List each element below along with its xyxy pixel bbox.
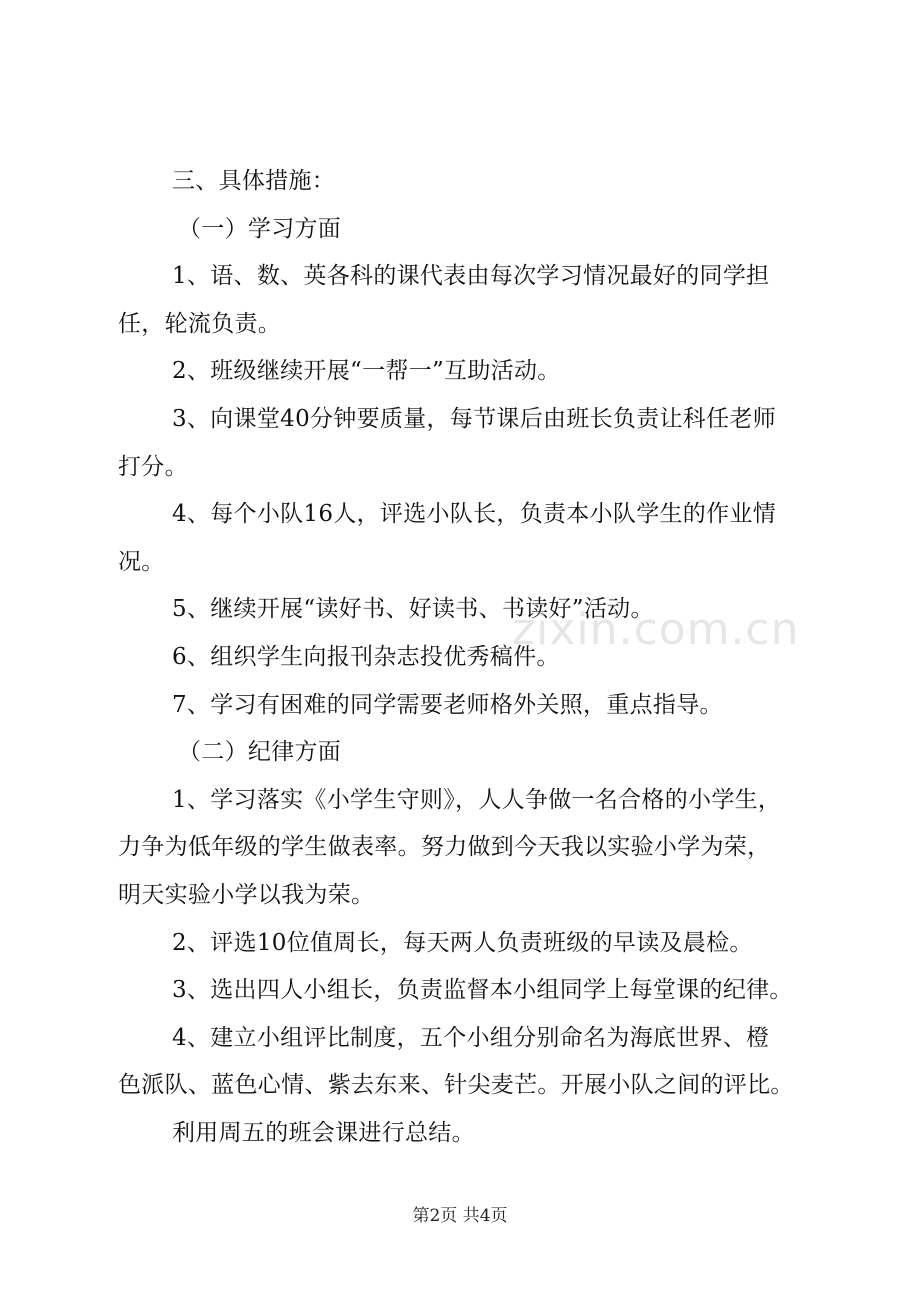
paragraph-line: 任，轮流负责。 bbox=[118, 310, 282, 337]
paragraph-line: 1、学习落实《小学生守则》，人人争做一名合格的小学生， bbox=[172, 786, 782, 813]
watermark: zixin.com.cn bbox=[512, 604, 800, 655]
document-body bbox=[118, 168, 808, 1167]
paragraph-line: 1、语、数、英各科的课代表由每次学习情况最好的同学担 bbox=[172, 263, 770, 290]
paragraph-line: 5、继续开展“读好书、好读书、书读好”活动。 bbox=[172, 596, 654, 623]
paragraph-line: 2、评选10位值周长，每天两人负责班级的早读及晨检。 bbox=[172, 929, 753, 956]
paragraph-line: 况。 bbox=[118, 548, 165, 575]
paragraph-line: 明天实验小学以我为荣。 bbox=[118, 881, 375, 908]
paragraph-line: 3、向课堂40分钟要质量，每节课后由班长负责让科任老师 bbox=[172, 405, 776, 432]
paragraph-line: 7、学习有困难的同学需要老师格外关照，重点指导。 bbox=[172, 691, 723, 718]
paragraph-line: 打分。 bbox=[118, 453, 188, 480]
paragraph-line: 力争为低年级的学生做表率。努力做到今天我以实验小学为荣， bbox=[118, 834, 771, 861]
section-heading: 三、具体措施： bbox=[172, 168, 336, 194]
subsection-heading: （一）学习方面 bbox=[178, 215, 342, 242]
paragraph-line: 2、班级继续开展“一帮一”互助活动。 bbox=[172, 358, 561, 385]
paragraph-line: 6、组织学生向报刊杂志投优秀稿件。 bbox=[172, 643, 560, 670]
page-footer: 第2页 共4页 bbox=[412, 1206, 508, 1226]
subsection-heading: （二）纪律方面 bbox=[178, 739, 342, 766]
paragraph-line: 利用周五的班会课进行总结。 bbox=[172, 1119, 475, 1146]
paragraph-line: 色派队、蓝色心情、紫去东来、针尖麦芒。开展小队之间的评比。 bbox=[118, 1072, 794, 1099]
paragraph-line: 4、每个小队16人，评选小队长，负责本小队学生的作业情 bbox=[172, 501, 776, 528]
paragraph-line: 4、建立小组评比制度，五个小组分别命名为海底世界、橙 bbox=[172, 1024, 770, 1051]
paragraph-line: 3、选出四人小组长，负责监督本小组同学上每堂课的纪律。 bbox=[172, 977, 793, 1004]
